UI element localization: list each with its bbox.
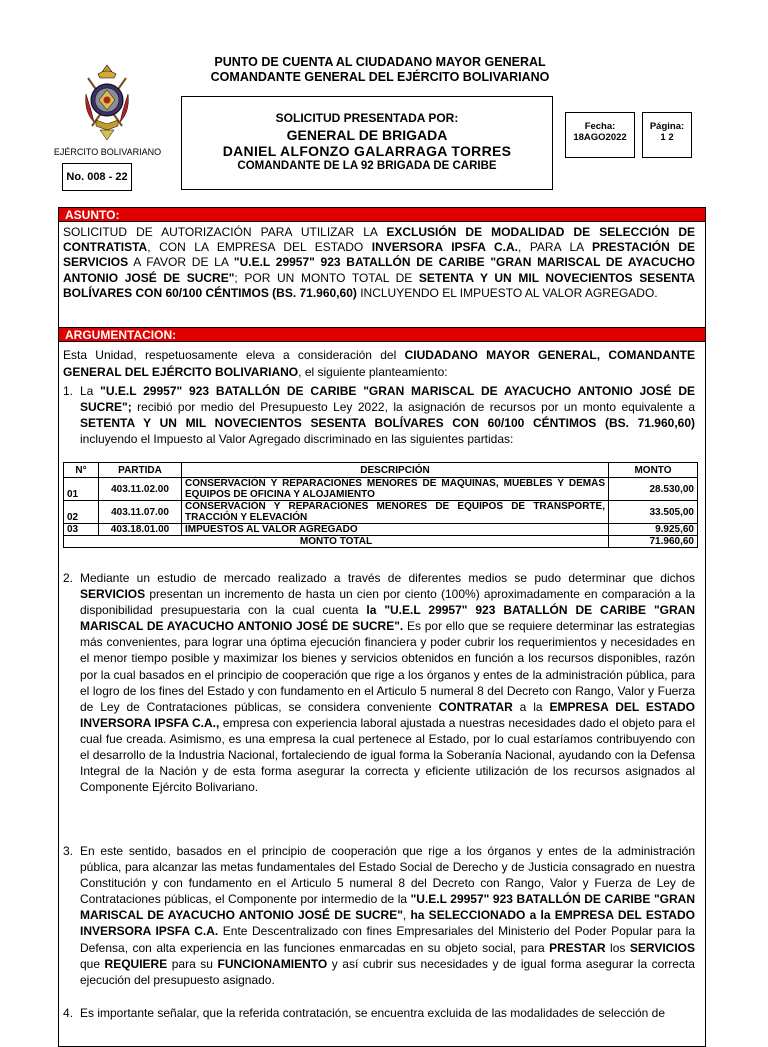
document-number: No. 008 - 22 <box>62 163 132 191</box>
text-run: que <box>80 956 105 971</box>
cell-descripcion: CONSERVACIÓN Y REPARACIONES MENORES DE EQUIPOS DE TRANSPORTE, TRACCIÓN Y ELEVACIÓN <box>182 501 609 524</box>
col-header-descripcion: DESCRIPCIÓN <box>182 463 609 478</box>
table-row <box>64 524 698 536</box>
requester-position: COMANDANTE DE LA 92 BRIGADA DE CARIBE <box>237 160 497 172</box>
text-run: , PARA LA <box>517 240 593 255</box>
text-run-bold: FUNCIONAMIENTO <box>217 956 328 971</box>
cell-monto: 9.925,60 <box>609 524 698 536</box>
asunto-heading: ASUNTO: <box>58 207 706 222</box>
army-emblem-icon <box>82 64 132 142</box>
argumentacion-intro <box>63 347 695 380</box>
text-run-bold: CIUDADANO MAYOR GENERAL, COMANDANTE GENERAL DEL EJÉRCITO BOLIVARIANO <box>63 348 695 379</box>
army-label: EJÉRCITO BOLIVARIANO <box>53 147 162 157</box>
text-run: presentan un incremento de hasta un cien por ciento (100%) aproximadamente en comparación a la disponibilidad presupuestaria con la cual cuenta <box>80 587 695 618</box>
text-run-bold: PRESTAR <box>549 940 606 955</box>
text-run: La <box>80 384 101 398</box>
text-run-bold: SERVICIOS <box>629 940 695 955</box>
paragraph-number: 2. <box>63 571 74 585</box>
cell-partida: 403.11.02.00 <box>99 478 182 501</box>
text-run-bold: EMPRESA DEL ESTADO INVERSORA IPSFA C.A., <box>80 699 696 730</box>
text-run-bold: "U.E.L 29957" 923 BATALLÓN DE CARIBE "GRAN MARISCAL DE AYACUCHO ANTONIO JOSÉ DE SUCRE" <box>80 892 696 923</box>
text-run: recibió por medio del Presupuesto Ley 2022, la asignación de recursos por un monto equivalente a <box>131 400 695 415</box>
paragraph-1 <box>63 383 695 447</box>
text-run: Mediante un estudio de mercado realizado a través de diferentes medios se pudo determinar que dichos <box>80 571 695 585</box>
col-header-no: N° <box>64 463 99 478</box>
cell-no: 03 <box>64 524 99 536</box>
cell-partida: 403.18.01.00 <box>99 524 182 536</box>
budget-table <box>63 462 698 548</box>
text-run: Ente Descentralizado con fines Empresariales del Ministerio del Poder Popular para la Defensa, con alta experiencia en las funciones enmarcadas en su objeto social, para <box>80 924 695 955</box>
document-title <box>150 55 610 85</box>
argumentacion-heading: ARGUMENTACION: <box>58 327 706 342</box>
date-value: 18AGO2022 <box>573 132 627 143</box>
table-row <box>64 501 698 524</box>
text-run: incluyendo el Impuesto al Valor Agregado discriminado en las siguientes partidas: <box>80 432 514 447</box>
text-run: para su <box>167 956 218 971</box>
text-run: En este sentido, basados en el principio de cooperación que rige a los órganos y entes de la administración pública, para alcanzar las metas fundamentales del Estado Social de Derecho y de Justicia consagrado en nuestra Constitución y con fundamento en el Articulo 5 numeral 8 del Decreto con Rango, Valor y Fuerza de Ley de Contrataciones públicas, el Componente por intermedio de la <box>80 844 695 907</box>
text-run-bold: CONTRATAR <box>438 699 513 714</box>
page-value: 1 2 <box>660 132 674 143</box>
cell-partida: 403.11.07.00 <box>99 501 182 524</box>
col-header-partida: PARTIDA <box>99 463 182 478</box>
text-run-bold: INVERSORA IPSFA C.A. <box>371 240 518 255</box>
cell-descripcion: IMPUESTOS AL VALOR AGREGADO <box>182 524 609 536</box>
text-run: INCLUYENDO EL IMPUESTO AL VALOR AGREGADO. <box>356 285 658 300</box>
text-run: SOLICITUD DE AUTORIZACIÓN PARA UTILIZAR LA <box>63 225 387 239</box>
page-box <box>642 112 692 158</box>
page-label: Página: <box>649 121 685 132</box>
text-run: Es por ello que se requiere determinar las estrategias más convenientes, para lograr una óptima ejecución financiera y poder cubrir los requerimientos y necesidades en el menor tiempo posible y maximizar los bienes y servicios obtenidos en función a los recursos disponibles, razón por la cual basados en el principio de cooperación que rige a los órganos y entes de la administración pública, para el logro de los fines del Estado y con fundamento en el Articulo 5 numeral 8 del Decreto con Rango, Valor y Fuerza de Ley de Contrataciones públicas, se considera conveniente <box>80 619 695 714</box>
request-label: SOLICITUD PRESENTADA POR: <box>275 111 459 125</box>
table-total-row <box>64 536 698 548</box>
text-run-bold: SETENTA Y UN MIL NOVECIENTOS SESENTA BOLÍVARES CON 60/100 CÉNTIMOS (BS. 71.960,60) <box>80 416 695 431</box>
text-run-bold: "U.E.L 29957" 923 BATALLÓN DE CARIBE "GRAN MARISCAL DE AYACUCHO ANTONIO JOSÉ DE SUCRE"; <box>80 384 695 415</box>
cell-descripcion: CONSERVACIÓN Y REPARACIONES MENORES DE MÁQUINAS, MUEBLES Y DEMÁS EQUIPOS DE OFICINA Y ALOJAMIENTO <box>182 478 609 501</box>
cell-monto: 33.505,00 <box>609 501 698 524</box>
requester-name: DANIEL ALFONZO GALARRAGA TORRES <box>222 143 512 159</box>
text-run-bold: ha SELECCIONADO a la EMPRESA DEL ESTADO INVERSORA IPSFA C.A. <box>80 908 695 939</box>
text-run: a la <box>512 699 550 714</box>
text-run: A FAVOR DE LA <box>128 255 234 270</box>
col-header-monto: MONTO <box>609 463 698 478</box>
text-run-bold: SETENTA Y UN MIL NOVECIENTOS SESENTA BOLÍVARES CON 60/100 CÉNTIMOS (BS. 71.960,60) <box>63 270 695 300</box>
paragraph-2 <box>63 570 695 795</box>
cell-monto: 28.530,00 <box>609 478 698 501</box>
text-run: , el siguiente planteamiento: <box>298 364 448 379</box>
requester-rank: GENERAL DE BRIGADA <box>286 127 448 143</box>
cell-no: 02 <box>64 501 99 524</box>
asunto-text <box>63 225 695 301</box>
paragraph-3 <box>63 843 695 988</box>
table-header-row <box>64 463 698 478</box>
text-run-bold: SERVICIOS <box>80 587 146 602</box>
paragraph-number: 3. <box>63 844 74 858</box>
text-run: y así cubrir sus necesidades y de igual forma asegurar la correcta ejecución del presupuesto asignado. <box>80 956 695 987</box>
paragraph-number: 4. <box>63 1006 74 1020</box>
date-box <box>565 112 635 158</box>
text-run: ; POR UN MONTO TOTAL DE <box>234 270 419 285</box>
paragraph-4 <box>63 1005 695 1021</box>
title-line-1: PUNTO DE CUENTA AL CIUDADANO MAYOR GENERAL <box>214 55 546 69</box>
text-run: los <box>605 940 630 955</box>
total-value: 71.960,60 <box>609 536 698 548</box>
text-run-bold: PRESTACIÓN DE SERVICIOS <box>63 240 695 270</box>
text-run: , CON LA EMPRESA DEL ESTADO <box>147 240 372 255</box>
text-run: Es importante señalar, que la referida contratación, se encuentra excluida de las modalidades de selección de <box>80 1006 666 1020</box>
text-run-bold: la "U.E.L 29957" 923 BATALLÓN DE CARIBE "GRAN MARISCAL DE AYACUCHO ANTONIO JOSÉ DE SUCRE". <box>80 603 695 634</box>
total-label: MONTO TOTAL <box>64 536 609 548</box>
table-row <box>64 478 698 501</box>
text-run-bold: EXCLUSIÓN DE MODALIDAD DE SELECCIÓN DE CONTRATISTA <box>63 225 695 255</box>
cell-no: 01 <box>64 478 99 501</box>
text-run: , <box>402 908 411 923</box>
date-label: Fecha: <box>584 121 616 132</box>
text-run: Esta Unidad, respetuosamente eleva a consideración del <box>63 348 405 362</box>
title-line-2: COMANDANTE GENERAL DEL EJÉRCITO BOLIVARIANO <box>210 70 550 84</box>
text-run-bold: "U.E.L 29957" 923 BATALLÓN DE CARIBE "GRAN MARISCAL DE AYACUCHO ANTONIO JOSÉ DE SUCRE" <box>63 255 695 285</box>
paragraph-number: 1. <box>63 384 74 398</box>
text-run-bold: REQUIERE <box>104 956 168 971</box>
text-run: empresa con experiencia laboral ajustada a nuestras necesidades dado el objeto para el cual fue creada. Asimismo, es una empresa la cual pertenece al Estado, por lo cual estaríamos contribuyendo con el desarrollo de la Industria Nacional, fortaleciendo de igual forma la Soberanía Nacional, ayudando con la Defensa Integral de la Nación y de esta forma asegurar la correcta y eficiente utilización de los recursos asignados al Componente Ejército Bolivariano. <box>80 715 695 795</box>
request-box <box>181 96 553 190</box>
